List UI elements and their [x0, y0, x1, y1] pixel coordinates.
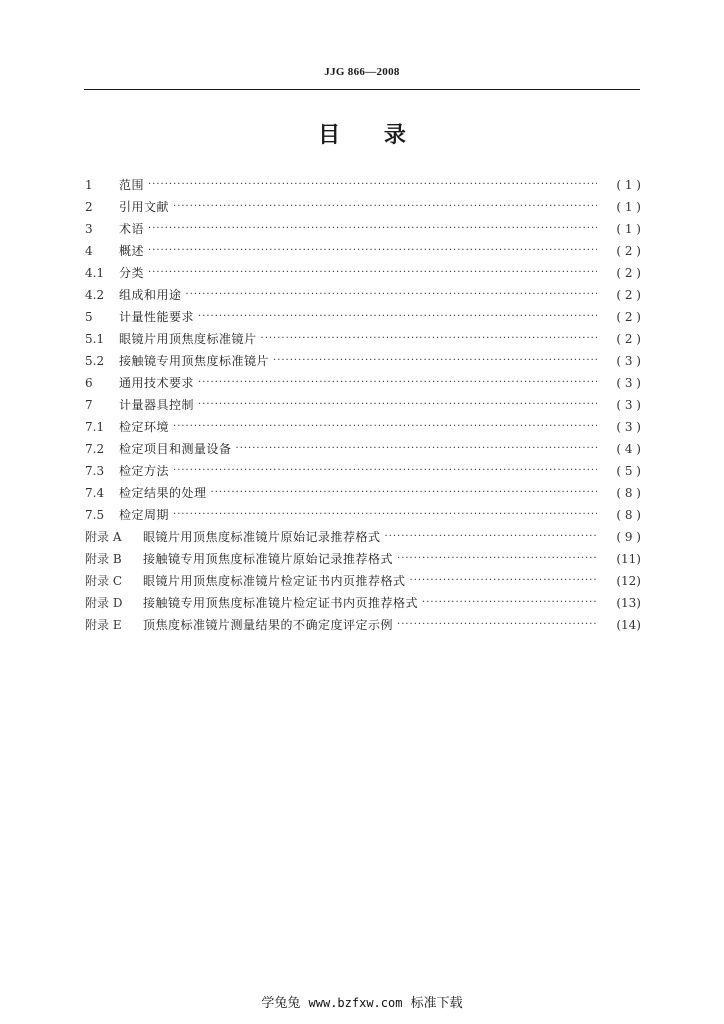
- toc-entry[interactable]: [85, 412, 641, 434]
- toc-entry[interactable]: [85, 544, 641, 566]
- footer-site-name: 学兔兔: [261, 996, 301, 1011]
- toc-entry-page: ( 8 ): [616, 486, 641, 500]
- toc-entry-label: 计量器具控制: [119, 398, 195, 412]
- toc-leader-dots: [397, 618, 597, 632]
- toc-entry[interactable]: [85, 500, 641, 522]
- toc-entry-number: 4.2: [85, 288, 105, 302]
- toc-entry-label: 眼镜片用顶焦度标准镜片原始记录推荐格式: [143, 530, 381, 544]
- toc-entry-label: 范围: [119, 178, 145, 192]
- footer: [0, 992, 724, 1011]
- toc-entry-number: 附录 D: [85, 596, 123, 610]
- toc-entry-label: 接触镜专用顶焦度标准镜片: [119, 354, 270, 368]
- toc-entry-number: 附录 A: [85, 530, 122, 544]
- toc-entry-page: ( 4 ): [616, 442, 641, 456]
- toc-leader-dots: [385, 530, 597, 544]
- toc-entry-number: 1: [85, 178, 93, 192]
- toc-leader-dots: [173, 420, 597, 434]
- toc-entry-page: ( 8 ): [616, 508, 641, 522]
- toc-entry-page: (13): [616, 596, 641, 610]
- toc-entry[interactable]: [85, 258, 641, 280]
- toc-entry[interactable]: [85, 566, 641, 588]
- toc-entry-page: ( 2 ): [616, 266, 641, 280]
- toc-entry-page: ( 1 ): [616, 200, 641, 214]
- toc-entry-label: 检定项目和测量设备: [119, 442, 232, 456]
- toc-entry-number: 2: [85, 200, 93, 214]
- toc-entry-page: ( 9 ): [616, 530, 641, 544]
- toc-entry-label: 检定周期: [119, 508, 170, 522]
- title-char-1: 目: [318, 123, 341, 148]
- toc-entry-page: ( 2 ): [616, 288, 641, 302]
- toc-leader-dots: [173, 464, 597, 478]
- toc-leader-dots: [273, 354, 597, 368]
- toc-entry-number: 5.2: [85, 354, 105, 368]
- toc-entry[interactable]: [85, 588, 641, 610]
- toc-entry-page: (12): [616, 574, 641, 588]
- toc-entry-page: ( 2 ): [616, 244, 641, 258]
- toc-entry-page: ( 3 ): [616, 354, 641, 368]
- toc-entry-number: 5.1: [85, 332, 105, 346]
- toc-entry-number: 7.3: [85, 464, 105, 478]
- toc-entry-label: 术语: [119, 222, 145, 236]
- toc-entry[interactable]: [85, 324, 641, 346]
- toc-entry[interactable]: [85, 390, 641, 412]
- document-code-header: JJG 866—2008: [324, 66, 400, 78]
- toc-leader-dots: [198, 376, 597, 390]
- toc-leader-dots: [173, 200, 597, 214]
- toc-entry[interactable]: [85, 236, 641, 258]
- toc-leader-dots: [198, 310, 597, 324]
- toc-entry-number: 4: [85, 244, 93, 258]
- toc-entry-label: 检定环境: [119, 420, 170, 434]
- toc-entry-label: 接触镜专用顶焦度标准镜片原始记录推荐格式: [143, 552, 394, 566]
- toc-entry-page: ( 1 ): [616, 178, 641, 192]
- toc-entry[interactable]: [85, 522, 641, 544]
- toc-leader-dots: [236, 442, 597, 456]
- toc-entry-label: 眼镜片用顶焦度标准镜片: [119, 332, 257, 346]
- toc-entry[interactable]: [85, 368, 641, 390]
- toc-entry-number: 7.1: [85, 420, 105, 434]
- toc-entry[interactable]: [85, 170, 641, 192]
- toc-leader-dots: [186, 288, 597, 302]
- toc-entry-page: ( 3 ): [616, 398, 641, 412]
- toc-entry-page: ( 3 ): [616, 376, 641, 390]
- toc-entry-number: 7.4: [85, 486, 105, 500]
- toc-entry-number: 附录 E: [85, 618, 122, 632]
- toc-entry[interactable]: [85, 214, 641, 236]
- toc-entry-page: ( 5 ): [616, 464, 641, 478]
- table-of-contents: [85, 170, 641, 632]
- toc-entry-number: 3: [85, 222, 93, 236]
- toc-entry-number: 7.2: [85, 442, 105, 456]
- toc-entry[interactable]: [85, 478, 641, 500]
- toc-entry-number: 4.1: [85, 266, 105, 280]
- toc-entry-number: 附录 C: [85, 574, 122, 588]
- toc-leader-dots: [261, 332, 597, 346]
- toc-leader-dots: [211, 486, 597, 500]
- toc-entry-page: ( 2 ): [616, 310, 641, 324]
- toc-entry[interactable]: [85, 192, 641, 214]
- toc-entry-label: 引用文献: [119, 200, 170, 214]
- toc-entry-number: 附录 B: [85, 552, 122, 566]
- toc-entry-page: (11): [616, 552, 641, 566]
- toc-entry[interactable]: [85, 280, 641, 302]
- toc-entry-label: 眼镜片用顶焦度标准镜片检定证书内页推荐格式: [143, 574, 406, 588]
- toc-entry-label: 通用技术要求: [119, 376, 195, 390]
- toc-leader-dots: [148, 244, 597, 258]
- footer-url[interactable]: www.bzfxw.com: [308, 996, 403, 1010]
- toc-entry-number: 6: [85, 376, 93, 390]
- toc-leader-dots: [148, 222, 597, 236]
- toc-entry-label: 计量性能要求: [119, 310, 195, 324]
- toc-entry-page: ( 1 ): [616, 222, 641, 236]
- toc-entry-label: 分类: [119, 266, 145, 280]
- toc-entry[interactable]: [85, 434, 641, 456]
- toc-entry-number: 5: [85, 310, 93, 324]
- toc-entry-page: (14): [616, 618, 641, 632]
- toc-leader-dots: [148, 266, 597, 280]
- toc-entry-page: ( 3 ): [616, 420, 641, 434]
- toc-entry[interactable]: [85, 610, 641, 632]
- toc-entry-label: 接触镜专用顶焦度标准镜片检定证书内页推荐格式: [143, 596, 419, 610]
- toc-leader-dots: [173, 508, 597, 522]
- toc-entry-number: 7: [85, 398, 93, 412]
- toc-entry-number: 7.5: [85, 508, 105, 522]
- toc-entry[interactable]: [85, 456, 641, 478]
- toc-entry-label: 检定方法: [119, 464, 170, 478]
- toc-entry-label: 顶焦度标准镜片测量结果的不确定度评定示例: [143, 618, 394, 632]
- toc-leader-dots: [422, 596, 597, 610]
- toc-entry[interactable]: [85, 302, 641, 324]
- toc-leader-dots: [397, 552, 597, 566]
- page-title: [0, 118, 724, 149]
- toc-leader-dots: [148, 178, 597, 192]
- toc-entry-label: 概述: [119, 244, 145, 258]
- toc-entry-page: ( 2 ): [616, 332, 641, 346]
- toc-leader-dots: [198, 398, 597, 412]
- toc-entry-label: 组成和用途: [119, 288, 182, 302]
- footer-tagline: 标准下载: [410, 996, 463, 1011]
- header-rule: [84, 89, 640, 90]
- toc-entry[interactable]: [85, 346, 641, 368]
- title-char-2: 录: [383, 123, 406, 148]
- toc-entry-label: 检定结果的处理: [119, 486, 207, 500]
- toc-leader-dots: [410, 574, 597, 588]
